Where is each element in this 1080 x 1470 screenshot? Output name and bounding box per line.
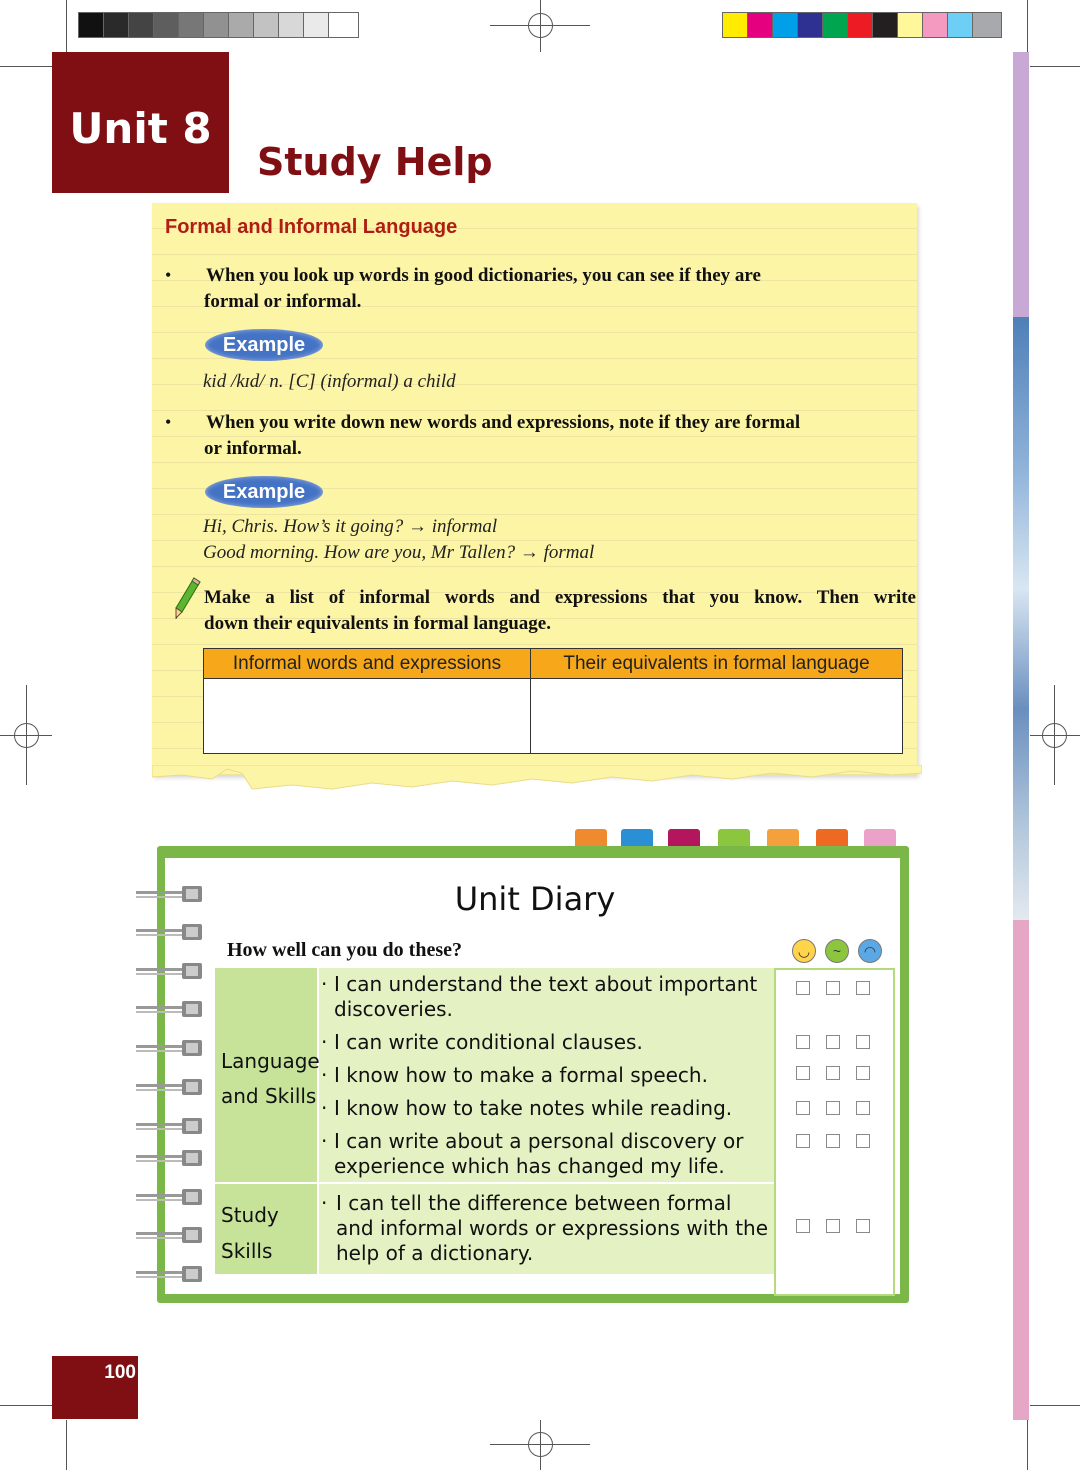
so-so-face-icon: ~ xyxy=(825,939,849,963)
rating-checkbox[interactable] xyxy=(796,1219,810,1233)
example-badge: Example xyxy=(205,329,323,361)
rating-checkbox[interactable] xyxy=(796,1134,810,1148)
rating-checkbox[interactable] xyxy=(856,1134,870,1148)
item-bullet: · xyxy=(321,1129,328,1153)
rating-checkbox[interactable] xyxy=(796,981,810,995)
rating-checkbox[interactable] xyxy=(796,1101,810,1115)
informal-entry-cell[interactable] xyxy=(204,679,530,753)
example-text: kid /kɪd/ n. [C] (informal) a child xyxy=(203,371,456,392)
bullet-1-text xyxy=(204,263,761,315)
bullet-2-text xyxy=(204,410,800,462)
category-line: Study xyxy=(221,1203,279,1227)
example-badge: Example xyxy=(205,476,323,508)
note-heading: Formal and Informal Language xyxy=(165,216,458,238)
rating-checkbox[interactable] xyxy=(826,1219,840,1233)
bullet-line: When you write down new words and expressions, note if they are formal xyxy=(206,412,801,433)
rating-checkbox[interactable] xyxy=(856,981,870,995)
item-bullet: · xyxy=(321,972,328,996)
diary-item xyxy=(336,1191,768,1266)
task-instructions xyxy=(204,585,916,637)
page-number: 100 xyxy=(104,1362,136,1383)
diary-item xyxy=(334,972,757,1022)
formal-entry-cell[interactable] xyxy=(531,679,902,753)
rating-checkbox[interactable] xyxy=(856,1066,870,1080)
rating-checkbox[interactable] xyxy=(826,1066,840,1080)
unit-label: Unit 8 xyxy=(69,104,212,153)
informal-formal-table xyxy=(203,648,903,754)
category-line: Skills xyxy=(221,1239,273,1263)
item-bullet: · xyxy=(321,1030,328,1054)
rating-checkbox[interactable] xyxy=(826,1101,840,1115)
item-line: and informal words or expressions with the xyxy=(336,1216,769,1240)
bullet-line: or informal. xyxy=(204,438,302,459)
bullet-line: formal or informal. xyxy=(204,291,362,312)
smiling-face-icon: ◡ xyxy=(792,939,816,963)
diary-item xyxy=(334,1129,744,1179)
bullet-marker: • xyxy=(165,265,172,285)
diary-item: I know how to take notes while reading. xyxy=(334,1096,733,1120)
rating-checkbox[interactable] xyxy=(826,1134,840,1148)
diary-item: I can write conditional clauses. xyxy=(334,1030,643,1054)
example-text: Good morning. How are you, Mr Tallen? → formal xyxy=(203,542,595,563)
page-title: Study Help xyxy=(257,140,493,184)
category-line: and Skills xyxy=(221,1084,317,1108)
item-line: I can write about a personal discovery or xyxy=(334,1129,744,1153)
rating-checkbox[interactable] xyxy=(856,1035,870,1049)
bullet-marker: • xyxy=(165,412,172,432)
item-line: I can tell the difference between formal xyxy=(336,1191,732,1215)
category-line: Language xyxy=(221,1049,320,1073)
item-line: help of a dictionary. xyxy=(336,1241,534,1265)
rating-checkbox[interactable] xyxy=(796,1066,810,1080)
rating-checkbox[interactable] xyxy=(826,981,840,995)
item-bullet: · xyxy=(321,1063,328,1087)
rating-checkbox[interactable] xyxy=(796,1035,810,1049)
category-label-language xyxy=(221,1044,320,1114)
rating-column xyxy=(774,968,895,1296)
pencil-icon xyxy=(172,576,202,622)
task-line: Make a list of informal words and expressions that you know. Then write xyxy=(204,587,916,608)
bullet-line: When you look up words in good dictionaries, you can see if they are xyxy=(206,265,761,286)
category-label-study xyxy=(221,1197,279,1269)
rating-checkbox[interactable] xyxy=(856,1219,870,1233)
diary-item: I know how to make a formal speech. xyxy=(334,1063,708,1087)
item-line: experience which has changed my life. xyxy=(334,1154,725,1178)
table-header: Their equivalents in formal language xyxy=(531,649,902,679)
task-line: down their equivalents in formal language. xyxy=(204,613,551,634)
item-bullet: · xyxy=(321,1096,328,1120)
example-text: Hi, Chris. How’s it going? → informal xyxy=(203,516,498,537)
item-line: I can understand the text about important xyxy=(334,972,758,996)
diary-title: Unit Diary xyxy=(454,880,616,918)
torn-paper-edge xyxy=(152,765,922,805)
diary-prompt: How well can you do these? xyxy=(227,939,462,961)
table-header: Informal words and expressions xyxy=(204,649,530,679)
rating-checkbox[interactable] xyxy=(826,1035,840,1049)
item-bullet: · xyxy=(321,1191,328,1215)
sad-face-icon: ◠ xyxy=(858,939,882,963)
item-line: discoveries. xyxy=(334,997,453,1021)
rating-checkbox[interactable] xyxy=(856,1101,870,1115)
